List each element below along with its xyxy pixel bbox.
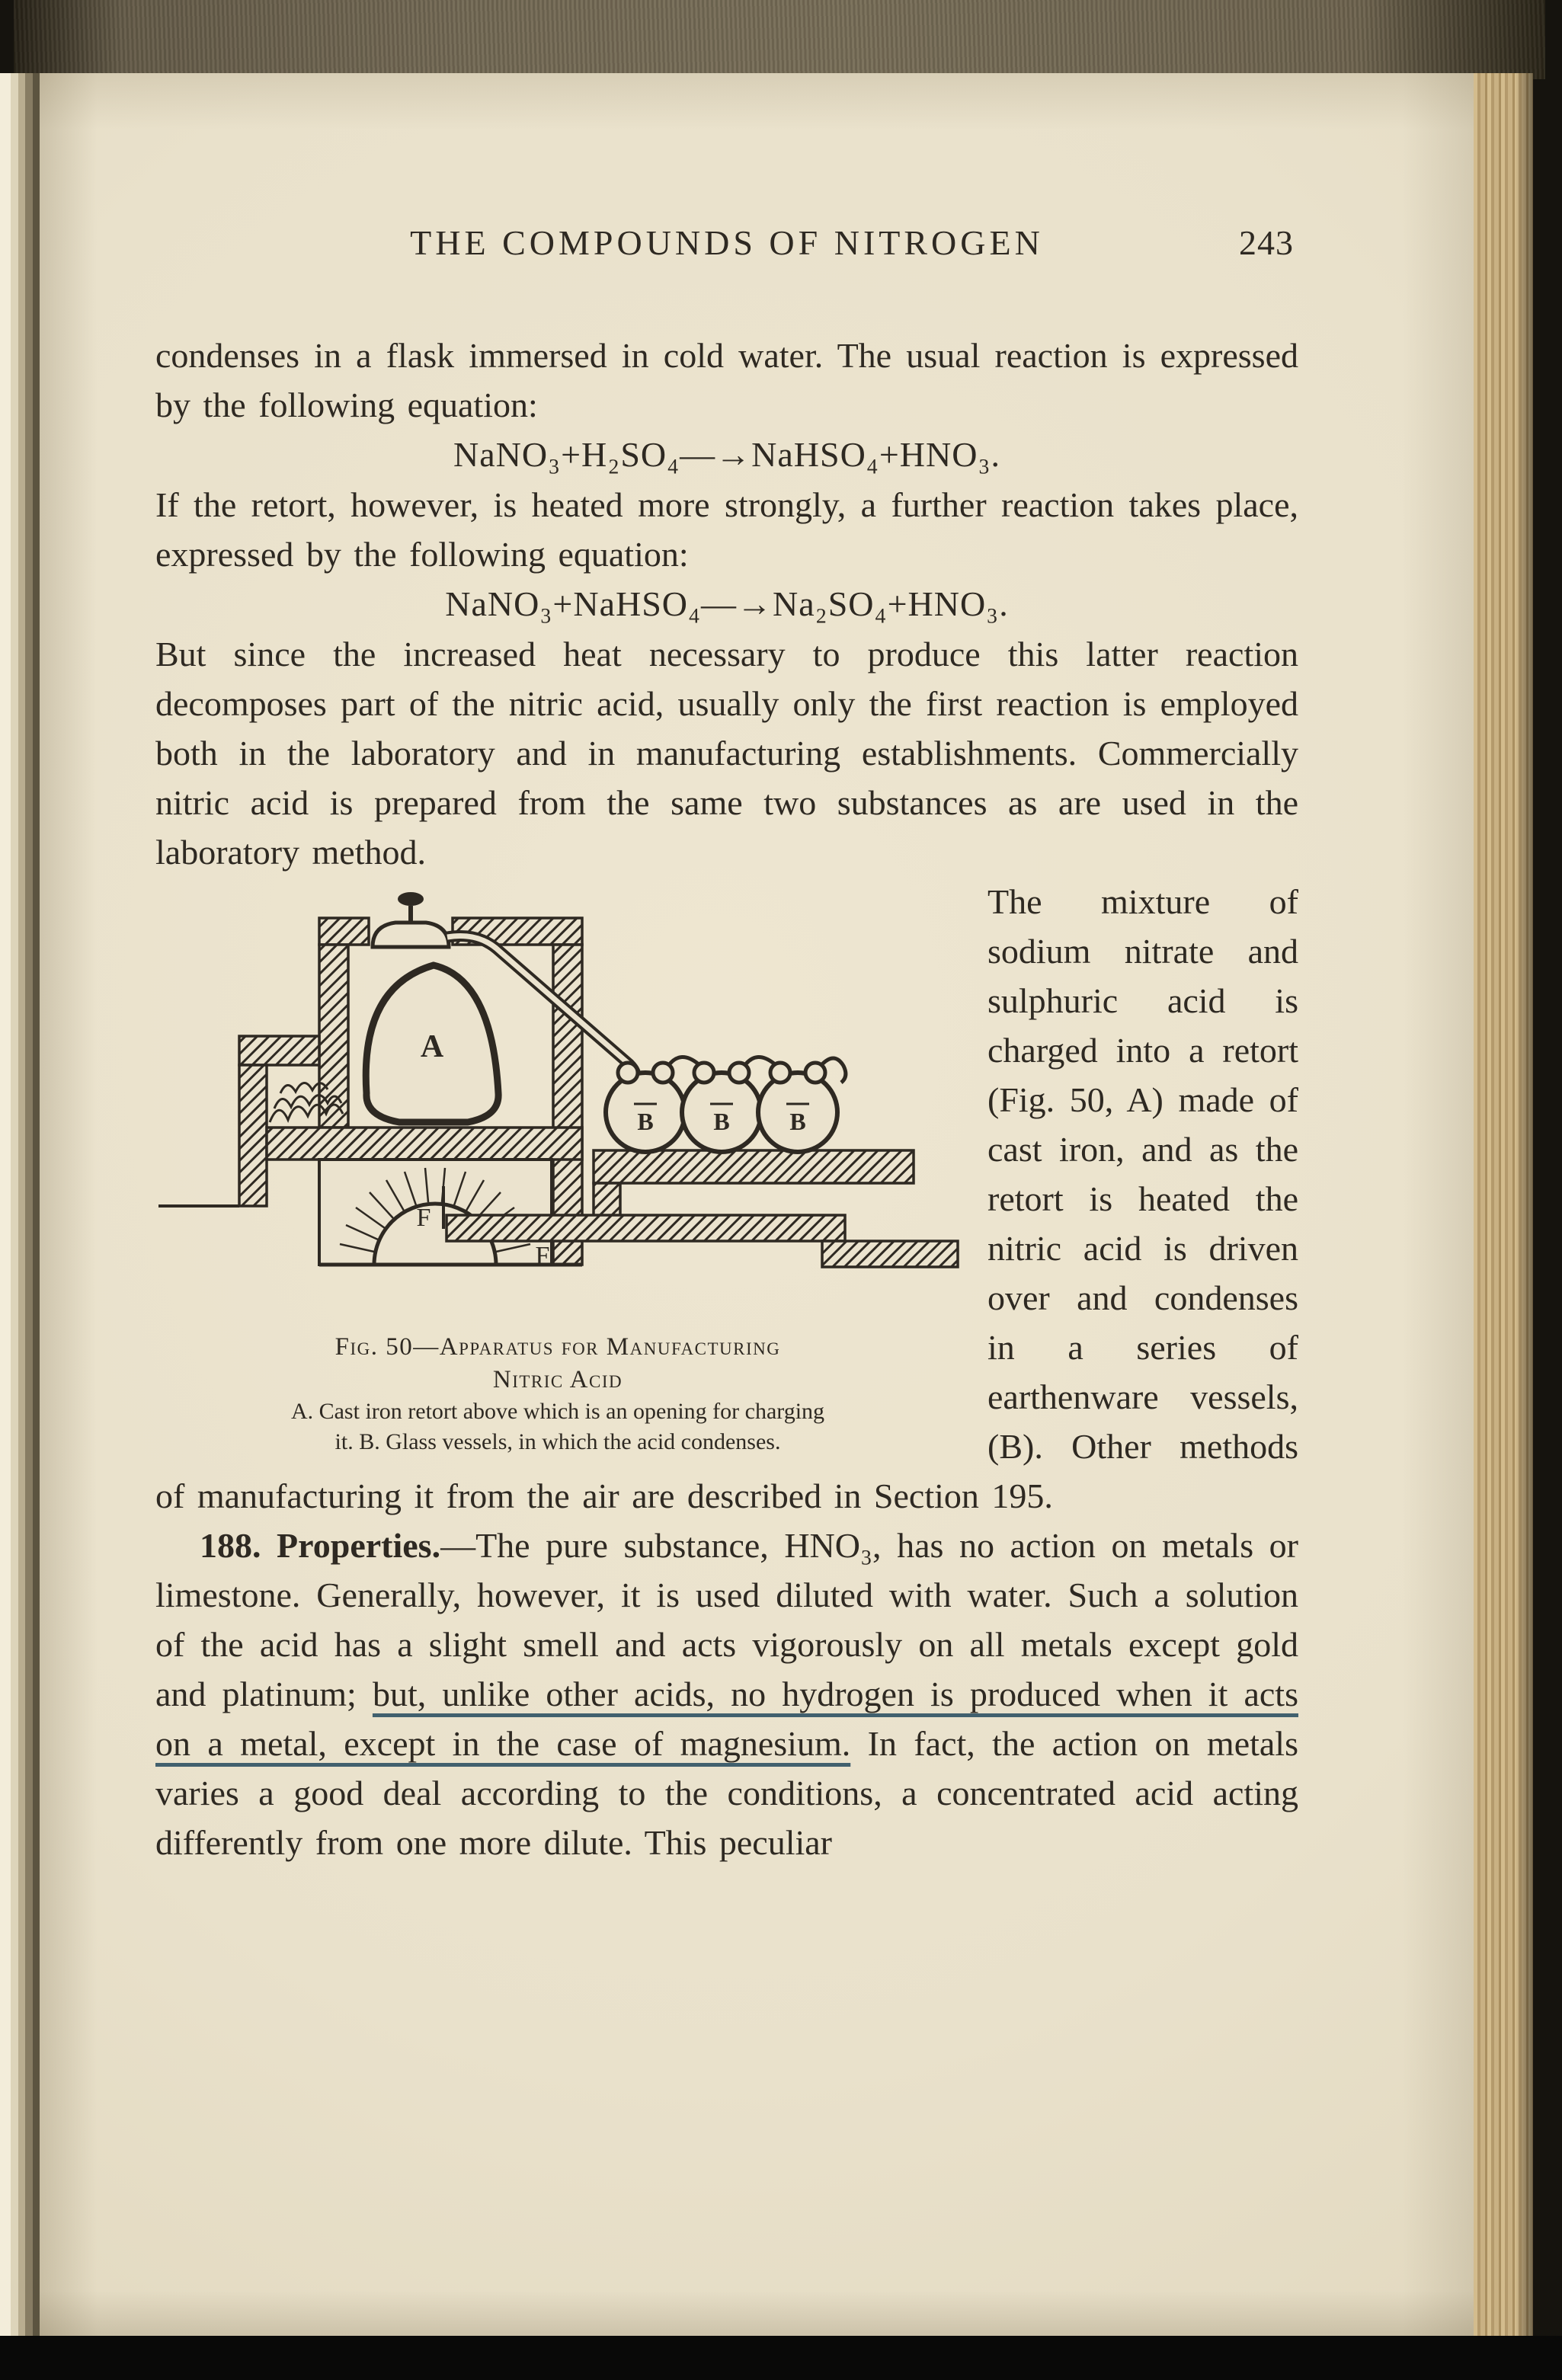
paragraph-1: condenses in a flask immersed in cold water. The usual reaction is expressed by the following equation: bbox=[155, 336, 1298, 424]
vessel-label-3: B bbox=[789, 1108, 806, 1135]
body-text bbox=[155, 331, 1298, 1867]
equation-2: NaNO₃+NaHSO₄—→Na₂SO₄+HNO₃. bbox=[445, 584, 1009, 623]
figure-and-wrapped-text bbox=[155, 877, 1298, 1521]
paragraph-4-text: —The pure substance, HNO₃, has no action on metals or limestone. Generally, however, it is used diluted with water. Such a solution of the acid has a slight smell and acts vigorously on all metals except gold and platinum; bbox=[155, 1526, 1298, 1713]
page-content bbox=[155, 222, 1298, 1867]
paragraph-2: If the retort, however, is heated more strongly, a further reaction takes place, expressed by the following equation: bbox=[155, 485, 1298, 574]
left-page-edges bbox=[0, 73, 40, 2336]
flue-label-1: F bbox=[416, 1204, 431, 1232]
figure-caption-key-line1: A. Cast iron retort above which is an opening for charging bbox=[290, 1399, 825, 1424]
vessel-label-1: B bbox=[637, 1108, 654, 1135]
vessel-label-2: B bbox=[713, 1108, 730, 1135]
figure-caption-title-line2: Nitric Acid bbox=[492, 1366, 623, 1393]
section-heading: 188. Properties. bbox=[200, 1526, 441, 1565]
figure-50-illustration bbox=[155, 888, 960, 1314]
book-cover-edge bbox=[14, 0, 1545, 79]
retort-label: A bbox=[420, 1029, 444, 1064]
figure-50 bbox=[155, 888, 960, 1457]
equation-1: NaNO₃+H₂SO₄—→NaHSO₄+HNO₃. bbox=[453, 435, 1000, 474]
running-head bbox=[155, 222, 1298, 271]
figure-caption-key-line2: it. B. Glass vessels, in which the acid condenses. bbox=[334, 1429, 781, 1454]
condensing-vessels bbox=[606, 1057, 846, 1152]
right-page-edge-stack bbox=[1474, 73, 1533, 2336]
paragraph-4 bbox=[155, 1521, 1298, 1867]
page-number: 243 bbox=[1239, 223, 1294, 262]
chapter-title: THE COMPOUNDS OF NITROGEN bbox=[410, 223, 1044, 262]
figure-caption bbox=[155, 1331, 960, 1457]
paragraph-3-continued: The mixture of sodium nitrate and sulphuric acid is charged into a retort (Fig. 50, A) made of cast iron, and as the retort is heated the nitric acid is driven over and condenses in a series of earthenware vessels, (B). Other methods of manufacturing it from the air are described in Section 195. bbox=[155, 882, 1298, 1515]
ink-underlined-text: but, unlike other acids, no hydrogen is produced when it acts on a metal, except in the case of magnesium. bbox=[155, 1675, 1298, 1763]
figure-caption-title-line1: Fig. 50—Apparatus for Manufacturing bbox=[334, 1333, 781, 1361]
book-page bbox=[40, 73, 1474, 2336]
flue-label-2: F bbox=[535, 1242, 550, 1270]
paragraph-3: But since the increased heat necessary to produce this latter reaction decomposes part of the nitric acid, usually only the first reaction is employed both in the laboratory and in manufacturing establishments. Commercially nitric acid is prepared from the same two substances as are used in the laboratory method. bbox=[155, 635, 1298, 872]
scan-background-bottom bbox=[0, 2336, 1562, 2380]
paragraph-4-text-end: In fact, the action on metals varies a good deal according to the conditions, a concentrated acid acting differently from one more dilute. This peculiar bbox=[155, 1724, 1298, 1862]
